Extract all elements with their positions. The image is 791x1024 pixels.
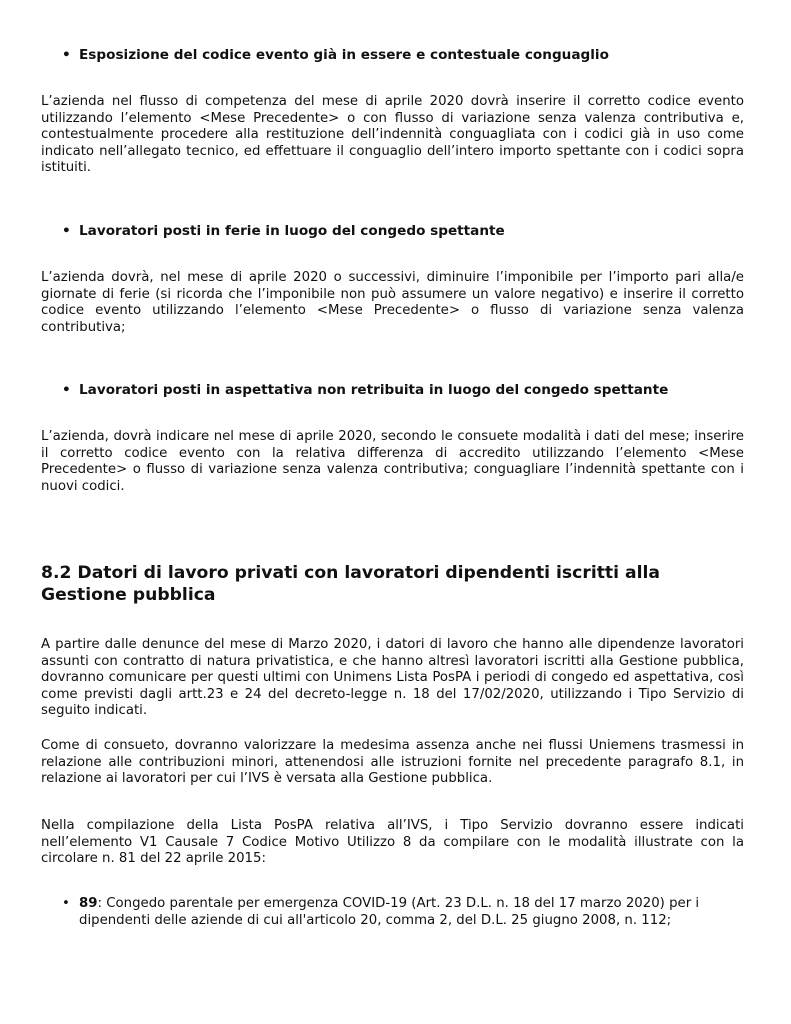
bullet-marker: • bbox=[62, 47, 71, 63]
list-item-89 bbox=[62, 896, 746, 929]
bullet-heading-aspettativa bbox=[62, 381, 752, 399]
paragraph-uniemens: Come di consueto, dovranno valorizzare la medesima assenza anche nei flussi Uniemens trasmessi in relazione alle contribuzioni minori, attenendosi alle istruzioni fornite nel precedente paragrafo 8.1, in relazione ai lavoratori per cui l’IVS è versata alla Gestione pubblica. bbox=[41, 738, 744, 786]
paragraph-intro-gestione-pubblica: A partire dalle denunce del mese di Marzo 2020, i datori di lavoro che hanno alle dipendenze lavoratori assunti con contratto di natura privatistica, e che hanno altresì lavoratori iscritti alla Gestione pubblica, dovranno comunicare per questi ultimi con Unimens Lista PosPA i periodi di congedo ed aspettativa, così come previsti dagli artt.23 e 24 del decreto-legge n. 18 del 17/02/2020, utilizzando i Tipo Servizio di seguito indicati. bbox=[41, 637, 744, 718]
bullet-heading-text: Esposizione del codice evento già in essere e contestuale conguaglio bbox=[79, 47, 609, 63]
paragraph-ferie: L’azienda dovrà, nel mese di aprile 2020 o successivi, diminuire l’imponibile per l’importo pari alla/e giornate di ferie (si ricorda che l’imponibile non può assumere un valore negativo) e inserire il corretto codice evento utilizzando l’elemento <Mese Precedente> o flusso di variazione senza valenza contributiva; bbox=[41, 270, 744, 335]
paragraph-block bbox=[41, 270, 744, 336]
bullet-heading-text: Lavoratori posti in ferie in luogo del congedo spettante bbox=[79, 223, 505, 239]
list-item-text bbox=[79, 896, 746, 929]
bullet-heading-ferie bbox=[62, 222, 752, 240]
bullet-marker: • bbox=[62, 896, 70, 911]
bullet-marker: • bbox=[62, 382, 71, 398]
paragraph-block bbox=[41, 818, 744, 868]
bullet-heading-esposizione bbox=[62, 46, 752, 64]
paragraph-block bbox=[41, 637, 744, 720]
list-item-code: 89 bbox=[79, 896, 98, 911]
list-item-description: : Congedo parentale per emergenza COVID-19 (Art. 23 D.L. n. 18 del 17 marzo 2020) per i dipendenti delle aziende di cui all'articolo 20, comma 2, del D.L. 25 giugno 2008, n. 112; bbox=[79, 896, 700, 928]
bullet-heading-text: Lavoratori posti in aspettativa non retribuita in luogo del congedo spettante bbox=[79, 382, 669, 398]
paragraph-block bbox=[41, 738, 744, 788]
paragraph-block bbox=[41, 429, 744, 495]
paragraph-block bbox=[41, 94, 744, 177]
section-heading-8-2: 8.2 Datori di lavoro privati con lavoratori dipendenti iscritti alla Gestione pubblica bbox=[41, 563, 660, 605]
paragraph-lista-pospa: Nella compilazione della Lista PosPA relativa all’IVS, i Tipo Servizio dovranno essere indicati nell’elemento V1 Causale 7 Codice Motivo Utilizzo 8 da compilare con le modalità illustrate con la circolare n. 81 del 22 aprile 2015: bbox=[41, 818, 744, 866]
paragraph-esposizione: L’azienda nel flusso di competenza del mese di aprile 2020 dovrà inserire il corretto codice evento utilizzando l’elemento <Mese Precedente> o con flusso di variazione senza valenza contributiva e, contestualmente procedere alla restituzione dell’indennità conguagliata con i codici già in uso come indicato nell’allegato tecnico, ed effettuare il conguaglio dell’intero importo spettante con i codici sopra istituiti. bbox=[41, 94, 744, 175]
paragraph-aspettativa: L’azienda, dovrà indicare nel mese di aprile 2020, secondo le consuete modalità i dati del mese; inserire il corretto codice evento con la relativa differenza di accredito utilizzando l’elemento <Mese Precedente> o flusso di variazione senza valenza contributiva; conguagliare l’indennità spettante con i nuovi codici. bbox=[41, 429, 744, 494]
bullet-marker: • bbox=[62, 223, 71, 239]
